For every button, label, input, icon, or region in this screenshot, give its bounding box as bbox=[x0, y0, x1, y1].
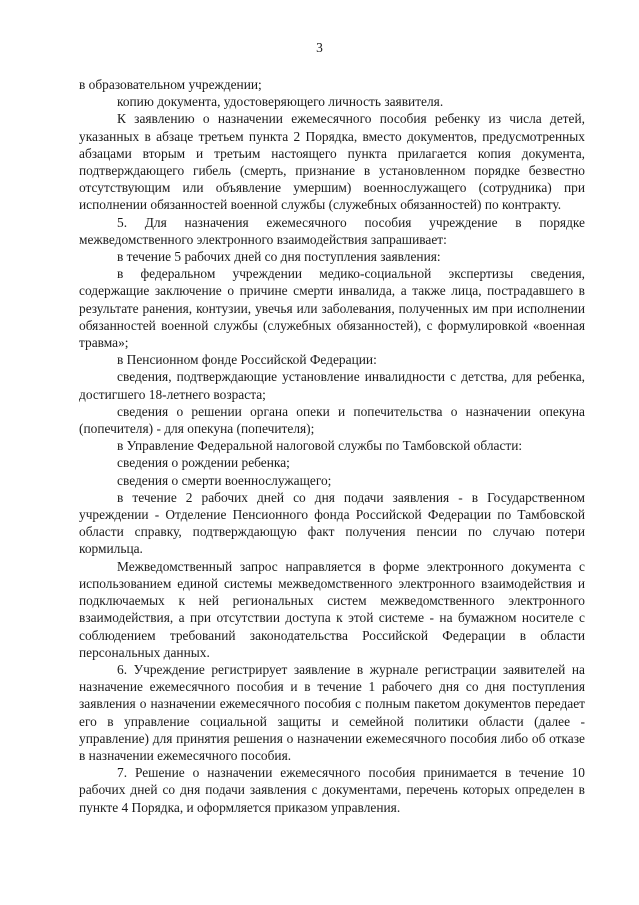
paragraph-continuation: в образовательном учреждении; bbox=[79, 77, 262, 92]
document-body bbox=[79, 76, 585, 816]
paragraph-birth-info: сведения о рождении ребенка; bbox=[117, 455, 290, 471]
paragraph-pension-fund: в Пенсионном фонде Российской Федерации: bbox=[117, 352, 377, 368]
paragraph-5-days: в течение 5 рабочих дней со дня поступления заявления: bbox=[117, 249, 441, 265]
paragraph-item-6: 6. Учреждение регистрирует заявление в журнале регистрации заявителей на назначение ежемесячного пособия и в течение 1 рабочего дня со дня поступления заявления о назначении ежемесячного пособия с полным пакетом документов передает его в управление социальной защиты и семейной политики области (далее - управление) для принятия решения о назначении ежемесячного пособия либо об отказе в назначении ежемесячного пособия. bbox=[79, 661, 585, 763]
paragraph-identity-document: копию документа, удостоверяющего личность заявителя. bbox=[117, 94, 444, 110]
paragraph-guardianship: сведения о решении органа опеки и попечительства о назначении опекуна (попечителя) - для опекуна (попечителя); bbox=[79, 403, 585, 437]
paragraph-mse: в федеральном учреждении медико-социальной экспертизы сведения, содержащие заключение о причине смерти инвалида, а также лица, пострадавшего в результате ранения, контузии, увечья или заболевания, полученных им при исполнении обязанностей военной службы (служебных обязанностей), с формулировкой «военная травма»; bbox=[79, 266, 585, 351]
paragraph-disability: сведения, подтверждающие установление инвалидности с детства, для ребенка, достигшего 18-летнего возраста; bbox=[79, 369, 585, 402]
paragraph-death-document: К заявлению о назначении ежемесячного пособия ребенку из числа детей, указанных в абзаце третьем пункта 2 Порядка, вместо документов, предусмотренных абзацами вторым и третьим настоящего пункта прилагается копия документа, подтверждающего гибель (смерть, признание в установленном порядке безвестно отсутствующим или объявление умершим) военнослужащего (сотрудника) при исполнении обязанностей военной службы (служебных обязанностей) по контракту. bbox=[79, 111, 585, 213]
paragraph-item-7: 7. Решение о назначении ежемесячного пособия принимается в течение 10 рабочих дней со дня подачи заявления с документами, перечень которых определен в пункте 4 Порядка, и оформляется приказом управления. bbox=[79, 765, 585, 815]
paragraph-2-days: в течение 2 рабочих дней со дня подачи заявления - в Государственном учреждении - Отделение Пенсионного фонда Российской Федерации по Тамбовской области справку, подтверждающую факт получения пенсии по случаю потери кормильца. bbox=[79, 489, 585, 557]
page-number: 3 bbox=[316, 40, 323, 55]
paragraph-item-5: 5. Для назначения ежемесячного пособия учреждение в порядке межведомственного электронного взаимодействия запрашивает: bbox=[79, 214, 585, 247]
paragraph-death-info: сведения о смерти военнослужащего; bbox=[117, 472, 332, 488]
paragraph-tax-service: в Управление Федеральной налоговой службы по Тамбовской области: bbox=[117, 438, 523, 454]
paragraph-interagency-request: Межведомственный запрос направляется в форме электронного документа с использованием единой системы межведомственного электронного взаимодействия и подключаемых к ней региональных систем межведомственного электронного взаимодействия, а при отсутствии доступа к этой системе - на бумажном носителе с соблюдением требований законодательства Российской Федерации в области персональных данных. bbox=[79, 558, 585, 660]
